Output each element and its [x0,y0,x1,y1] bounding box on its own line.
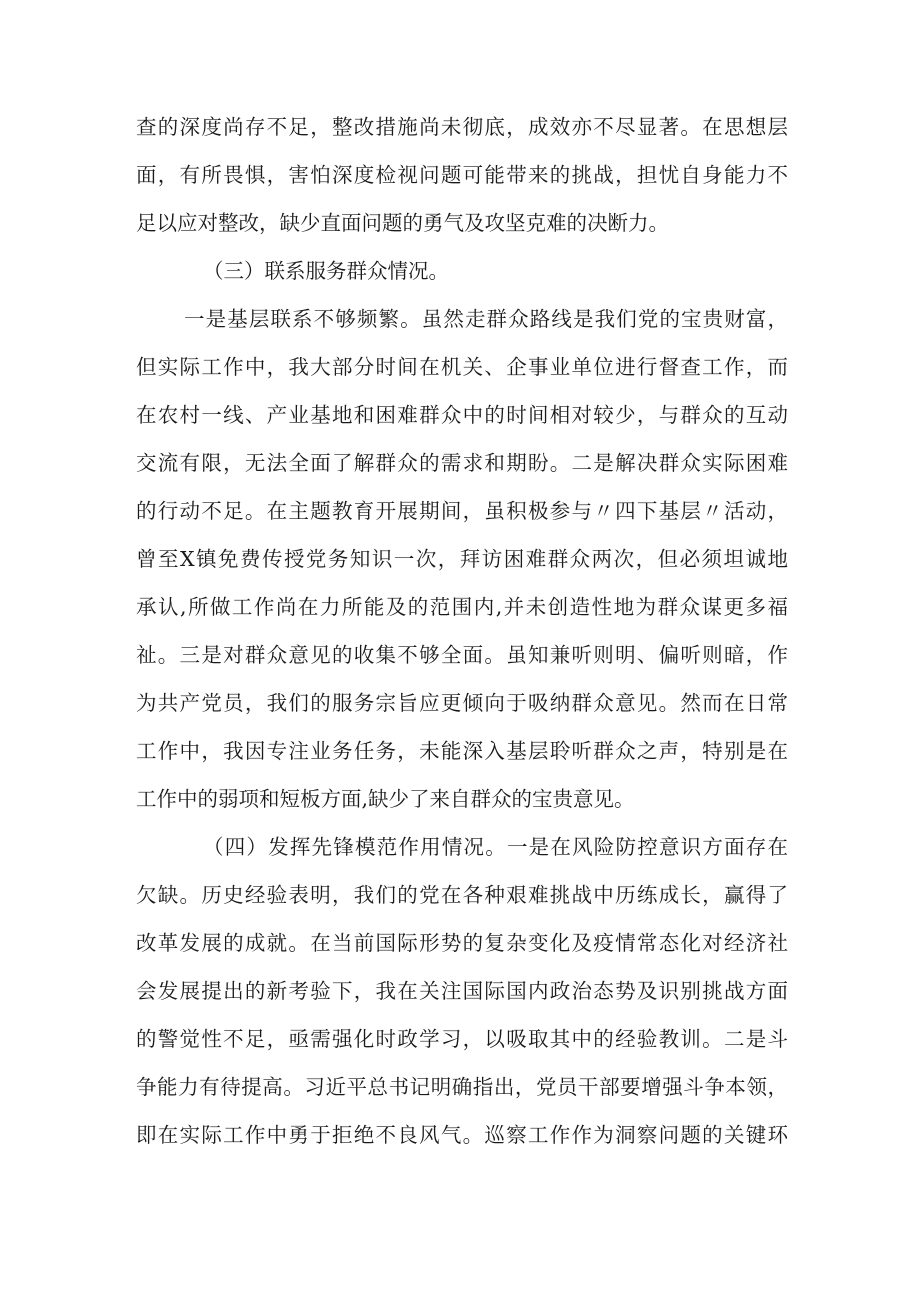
paragraph-line: 在农村一线、产业基地和困难群众中的时间相对较少，与群众的互动 [136,403,788,427]
paragraph-line: 即在实际工作中勇于拒绝不良风气。巡察工作作为洞察问题的关键环 [136,1123,788,1147]
paragraph-line: 欠缺。历史经验表明，我们的党在各种艰难挑战中历练成长，赢得了 [136,883,788,907]
paragraph-line: 祉。三是对群众意见的收集不够全面。虽知兼听则明、偏听则暗，作 [136,643,788,667]
paragraph-line: 承认,所做工作尚在力所能及的范围内,并未创造性地为群众谋更多福 [136,595,788,619]
paragraph-line: 的行动不足。在主题教育开展期间，虽积极参与〃四下基层〃活动， [136,499,788,523]
paragraph-line: 面，有所畏惧，害怕深度检视问题可能带来的挑战，担忧自身能力不 [136,163,788,187]
paragraph-line: 足以应对整改，缺少直面问题的勇气及攻坚克难的决断力。 [136,211,669,235]
paragraph-line: 争能力有待提高。习近平总书记明确指出，党员干部要增强斗争本领， [136,1075,788,1099]
paragraph-line: 的警觉性不足，亟需强化时政学习，以吸取其中的经验教训。二是斗 [136,1027,788,1051]
paragraph-line: 改革发展的成就。在当前国际形势的复杂变化及疫情常态化对经济社 [136,931,788,955]
paragraph-line: 工作中，我因专注业务任务，未能深入基层聆听群众之声，特别是在 [136,739,788,763]
paragraph-line: 会发展提出的新考验下，我在关注国际国内政治态势及识别挑战方面 [136,979,788,1003]
section-heading: （三）联系服务群众情况。 [203,259,449,283]
paragraph-line: 但实际工作中，我大部分时间在机关、企事业单位进行督查工作，而 [136,355,788,379]
paragraph-line: 曾至X镇免费传授党务知识一次，拜访困难群众两次，但必须坦诚地 [136,547,788,571]
section-heading: （四）发挥先锋模范作用情况。一是在风险防控意识方面存在 [203,835,788,859]
paragraph-line: 一是基层联系不够频繁。虽然走群众路线是我们党的宝贵财富， [184,307,788,331]
paragraph-line: 工作中的弱项和短板方面,缺少了来自群众的宝贵意见。 [136,787,635,811]
paragraph-line: 交流有限，无法全面了解群众的需求和期盼。二是解决群众实际困难 [136,451,788,475]
paragraph-line: 为共产党员，我们的服务宗旨应更倾向于吸纳群众意见。然而在日常 [136,691,788,715]
paragraph-line: 查的深度尚存不足，整改措施尚未彻底，成效亦不尽显著。在思想层 [136,115,788,139]
